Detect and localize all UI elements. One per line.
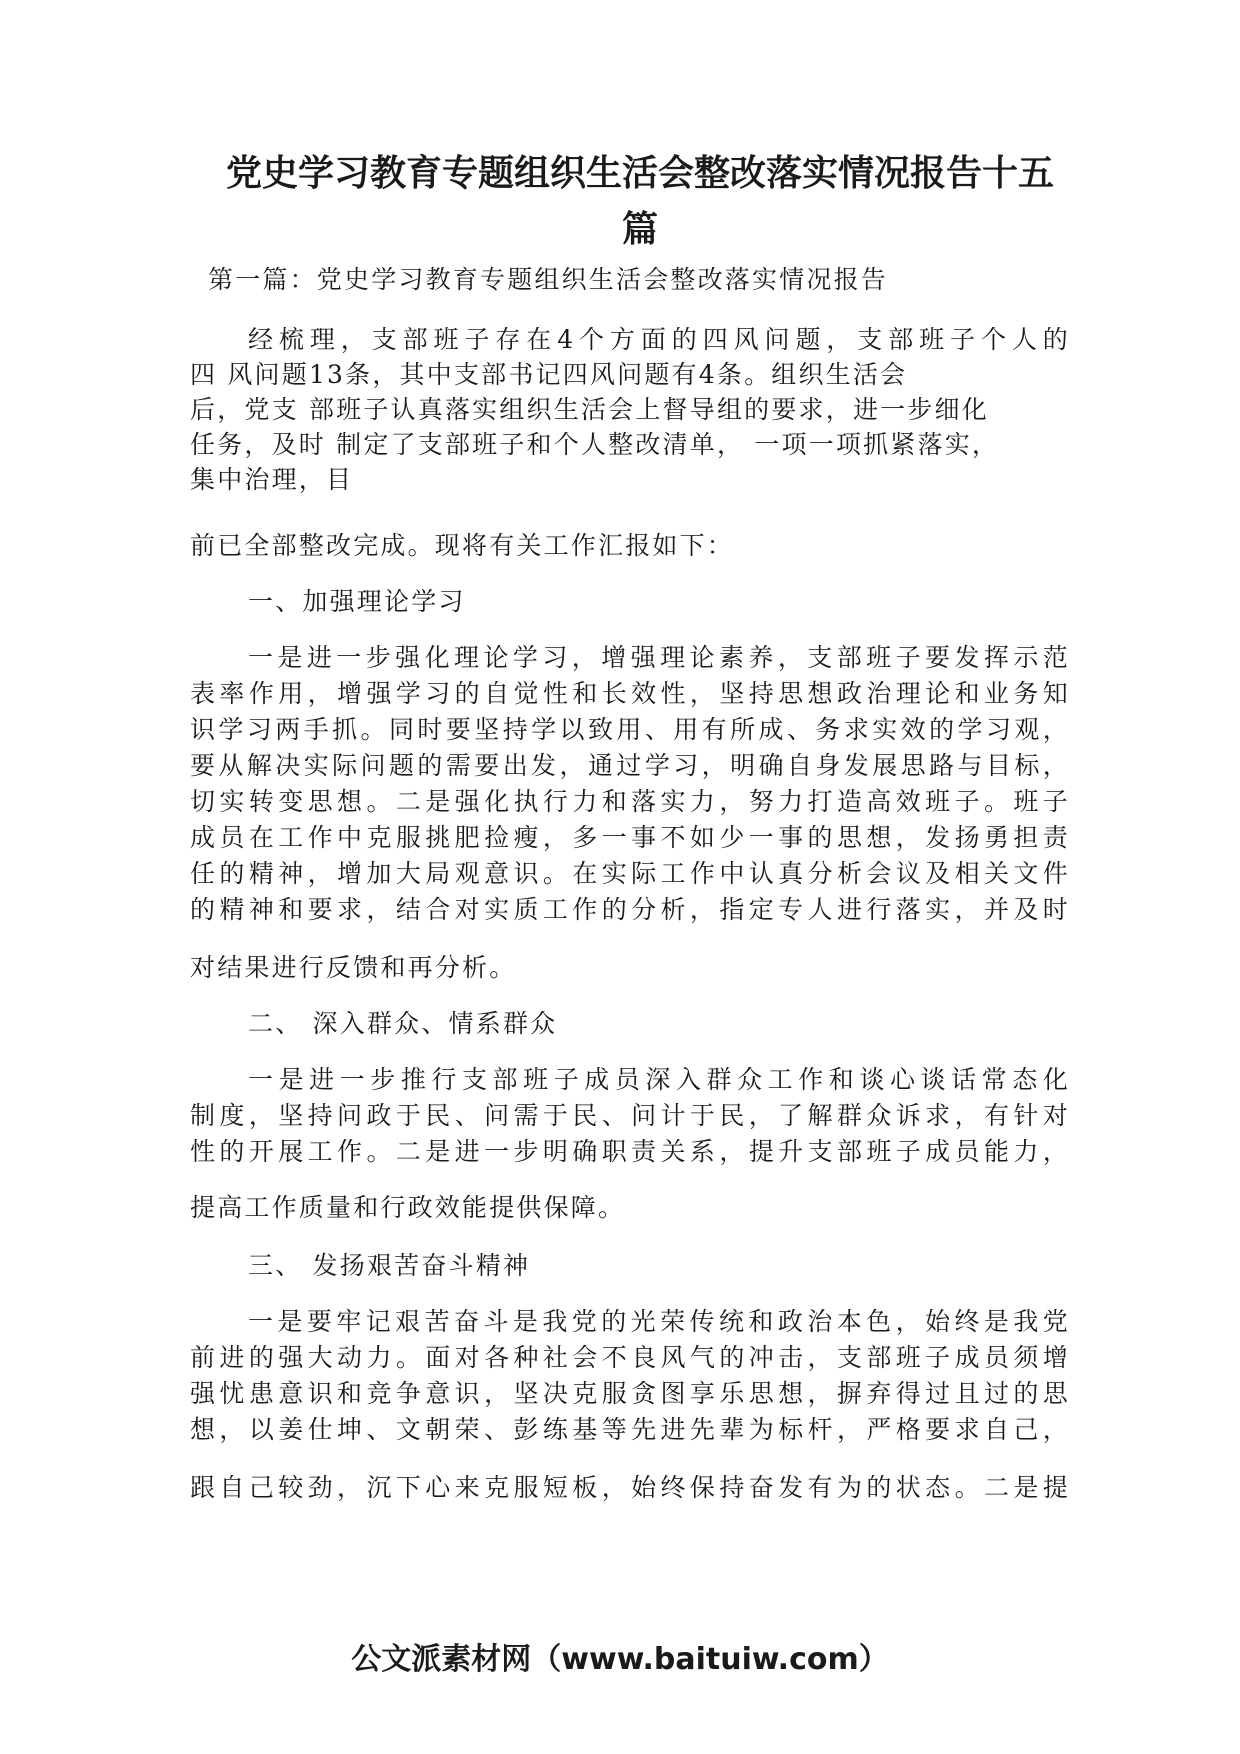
paragraph-line: 跟自己较劲，沉下心来克服短板，始终保持奋发有为的状态。二是提 xyxy=(190,1473,1070,1502)
paragraph-line: 性的开展工作。二是进一步明确职责关系，提升支部班子成员能力， xyxy=(190,1137,1070,1166)
intro-line: 前已全部整改完成。现将有关工作汇报如下： xyxy=(190,531,735,560)
intro-line: 集中治理，目 xyxy=(190,465,354,494)
subtitle: 第一篇：党史学习教育专题组织生活会整改落实情况报告 xyxy=(208,265,889,294)
paragraph-line: 切实转变思想。二是强化执行力和落实力，努力打造高效班子。班子 xyxy=(190,787,1070,816)
intro-line: 四 风问题13条，其中支部书记四风问题有4条。组织生活会 xyxy=(190,360,908,389)
intro-line: 任务，及时 制定了支部班子和个人整改清单， 一项一项抓紧落实， xyxy=(190,430,1000,459)
paragraph-line: 想，以姜仕坤、文朝荣、彭练基等先进先辈为标杆，严格要求自己， xyxy=(190,1415,1070,1444)
footer-watermark-text: 公文派素材网（www.baituiw.com） xyxy=(351,1642,889,1677)
document-title-line2: 篇 xyxy=(621,209,658,250)
paragraph-line: 前进的强大动力。面对各种社会不良风气的冲击，支部班子成员须增 xyxy=(190,1343,1070,1372)
section-heading: 一、加强理论学习 xyxy=(248,587,466,616)
paragraph-line: 强忧患意识和竞争意识，坚决克服贪图享乐思想，摒弃得过且过的思 xyxy=(190,1379,1070,1408)
paragraph-line: 制度，坚持问政于民、问需于民、问计于民，了解群众诉求，有针对 xyxy=(190,1101,1070,1130)
intro-line: 经梳理，支部班子存在4个方面的四风问题，支部班子个人的 xyxy=(248,325,1070,354)
paragraph-line: 一是进一步强化理论学习，增强理论素养，支部班子要发挥示范 xyxy=(248,643,1070,672)
paragraph-line: 一是进一步推行支部班子成员深入群众工作和谈心谈话常态化 xyxy=(248,1065,1070,1094)
paragraph-line: 的精神和要求，结合对实质工作的分析，指定专人进行落实，并及时 xyxy=(190,895,1070,924)
document-title-line1: 党史学习教育专题组织生活会整改落实情况报告十五 xyxy=(225,153,1054,194)
section-heading: 三、 发扬艰苦奋斗精神 xyxy=(248,1251,531,1280)
section-heading: 二、 深入群众、情系群众 xyxy=(248,1009,558,1038)
intro-line: 后，党支 部班子认真落实组织生活会上督导组的要求，进一步细化 xyxy=(190,395,989,424)
paragraph-line: 一是要牢记艰苦奋斗是我党的光荣传统和政治本色，始终是我党 xyxy=(248,1307,1070,1336)
paragraph-line: 提高工作质量和行政效能提供保障。 xyxy=(190,1193,626,1222)
paragraph-line: 识学习两手抓。同时要坚持学以致用、用有所成、务求实效的学习观， xyxy=(190,715,1070,744)
paragraph-line: 表率作用，增强学习的自觉性和长效性，坚持思想政治理论和业务知 xyxy=(190,679,1070,708)
paragraph-line: 任的精神，增加大局观意识。在实际工作中认真分析会议及相关文件 xyxy=(190,859,1070,888)
paragraph-line: 对结果进行反馈和再分析。 xyxy=(190,953,517,982)
paragraph-line: 要从解决实际问题的需要出发，通过学习，明确自身发展思路与目标， xyxy=(190,751,1070,780)
paragraph-line: 成员在工作中克服挑肥捡瘦，多一事不如少一事的思想，发扬勇担责 xyxy=(190,823,1070,852)
